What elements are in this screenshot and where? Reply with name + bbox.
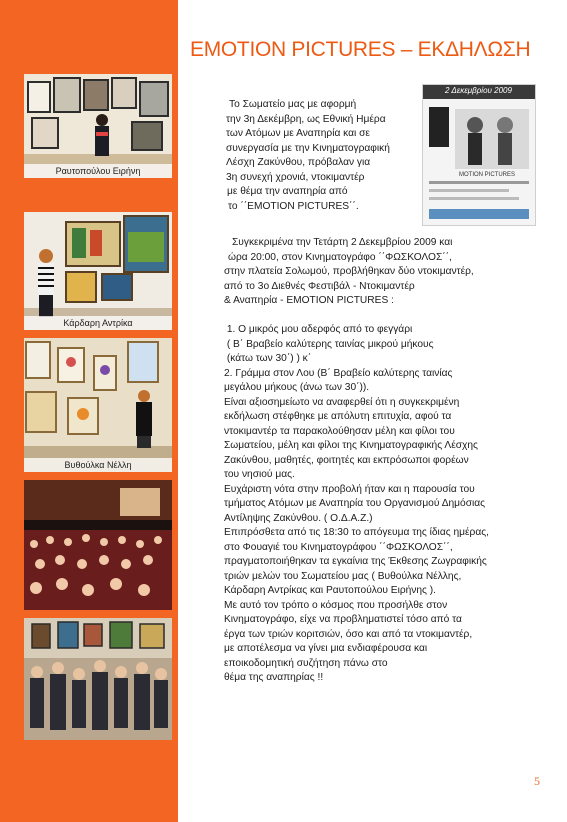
- body-line: Με αυτό τον τρόπο ο κόσμος που προσήλθε στον: [224, 599, 448, 611]
- poster-caption: MOTION PICTURES: [459, 172, 516, 178]
- body-line: (κάτω των 30΄) ) κ΄: [224, 353, 312, 364]
- intro-line: την 3η Δεκέμβρη, ως Εθνική Ημέρα: [226, 113, 386, 125]
- body-line: στο Φουαγιέ του Κινηματογράφου ΄΄ΦΩΣΚΟΛΟΣ΄΄,: [224, 541, 453, 553]
- body-line: μεγάλου μήκους (άνω των 30΄)).: [224, 382, 370, 393]
- body-line: τμήματος Ατόμων με Αναπηρία του Οργανισμού Δημόσιας: [224, 498, 486, 509]
- body-line: εκδήλωση στέφθηκε με απόλυτη επιτυχία, αφού τα: [224, 411, 452, 422]
- body-line: με αποτέλεσμα να γίνει μια ενδιαφέρουσα και: [224, 643, 428, 654]
- body-text: [224, 236, 489, 686]
- body-line: 2. Γράμμα στον Λου (Β΄ Βραβείο καλύτερης ταινίας: [224, 367, 453, 379]
- body-line: [224, 309, 489, 324]
- photo-exhibition-1: [24, 74, 172, 178]
- photo-exhibition-2: [24, 212, 172, 330]
- body-line: τριών μελών του Σωματείου μας ( Βυθούλκα Νέλλης,: [224, 570, 462, 582]
- body-line: πραγματοποιήθηκαν τα εγκαίνια της Έκθεσης Ζωγραφικής: [224, 556, 487, 567]
- body-line: ώρα 20:00, στον Κινηματογράφο ΄΄ΦΩΣΚΟΛΟΣ΄΄,: [228, 251, 452, 263]
- body-line: θέμα της αναπηρίας !!: [224, 672, 324, 683]
- body-line: Αντίληψης Ζακύνθου. ( Ο.Δ.Α.Ζ.): [224, 512, 373, 524]
- intro-line: με θέμα την αναπηρία από: [227, 186, 348, 197]
- body-line: στην πλατεία Σολωμού, προβλήθηκαν δύο ντοκιμαντέρ,: [224, 266, 474, 277]
- body-line: εποικοδομητική συζήτηση πάνω στο: [224, 657, 388, 669]
- page-number: 5: [534, 774, 540, 788]
- body-line: Επιπρόσθετα από τις 18:30 το απόγευμα της ίδιας ημέρας,: [224, 527, 489, 538]
- body-line: & Αναπηρία - EMOTION PICTURES :: [224, 295, 394, 306]
- body-line: Σωματείου, μέλη και φίλοι της Κινηματογραφικής Λέσχης: [224, 440, 478, 451]
- festival-poster: [422, 84, 536, 226]
- poster-date: 2 Δεκεμβρίου 2009: [445, 86, 512, 95]
- intro-line: 3η συνεχή χρονιά, ντοκιμαντέρ: [226, 171, 365, 183]
- intro-line: το ΄΄EMOTION PICTURES΄΄.: [228, 200, 359, 212]
- body-line: ( Β΄ Βραβείο καλύτερης ταινίας μικρού μήκους: [224, 338, 434, 350]
- intro-line: συνεργασία με την Κινηματογραφική: [226, 142, 390, 154]
- body-line: Κινηματογράφο, είχε να προβληματιστεί τόσο από τα: [224, 614, 462, 625]
- body-line: από το 3ο Διεθνές Φεστιβάλ - Ντοκιμαντέρ: [224, 280, 415, 292]
- intro-line: των Ατόμων με Αναπηρία και σε: [226, 128, 370, 139]
- body-line: Ζακύνθου, μαθητές, φοιτητές και εκπρόσωποι φορέων: [224, 454, 469, 466]
- body-line: έργα των τριών κοριτσιών, όσο και από τα ντοκιμαντέρ,: [224, 628, 473, 640]
- intro-line: Λέσχη Ζακύνθου, πρόβαλαν για: [226, 157, 371, 168]
- caption-photo-3: Βυθούλκα Νέλλη: [24, 458, 172, 472]
- photo-foyer-crowd: [24, 618, 172, 740]
- intro-paragraph: [226, 98, 390, 214]
- body-line: Συγκεκριμένα την Τετάρτη 2 Δεκεμβρίου 2009 και: [232, 237, 453, 248]
- body-line: 1. Ο μικρός μου αδερφός από το φεγγάρι: [224, 324, 413, 335]
- body-line: ντοκιμαντέρ τα παρακολούθησαν μέλη και φίλοι του: [224, 425, 455, 437]
- body-line: Είναι αξιοσημείωτο να αναφερθεί ότι η συγκεκριμένη: [224, 396, 460, 408]
- intro-line: Το Σωματείο μας με αφορμή: [229, 99, 357, 110]
- caption-photo-2: Κάρδαρη Αντρίκα: [24, 316, 172, 330]
- photo-audience: [24, 480, 172, 610]
- body-line: του νησιού μας.: [224, 469, 295, 480]
- body-line: Ευχάριστη νότα στην προβολή ήταν και η παρουσία του: [224, 483, 475, 495]
- caption-photo-1: Ραυτοπούλου Ειρήνη: [24, 164, 172, 178]
- page-title: EMOTION PICTURES – ΕΚΔΗΛΩΣΗ: [190, 38, 531, 61]
- photo-exhibition-3: [24, 338, 172, 472]
- body-line: Κάρδαρη Αντρίκας και Ραυτοπούλου Ειρήνης ).: [224, 585, 437, 596]
